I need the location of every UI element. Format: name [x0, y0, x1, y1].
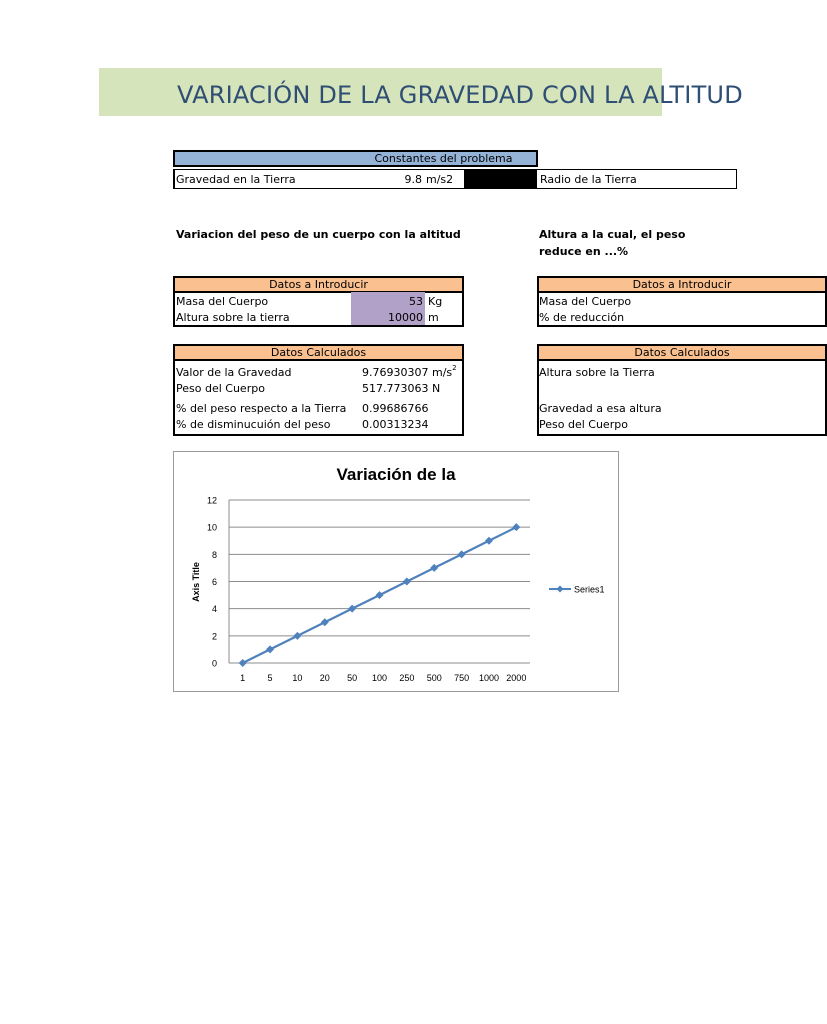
x-tick-label: 20 [319, 673, 330, 683]
x-tick-label: 2000 [506, 673, 527, 683]
constants-header-text: Constantes del problema [374, 152, 513, 165]
series-layer [239, 523, 521, 667]
y-tick-label: 12 [206, 495, 217, 506]
calc-value [362, 381, 440, 396]
y-tick-label: 0 [211, 658, 217, 669]
right-calc-label: Gravedad a esa altura [539, 402, 662, 415]
chart-title: Variación de la [336, 465, 456, 484]
gravity-label: Gravedad en la Tierra [176, 173, 296, 186]
x-tick-label: 5 [267, 673, 273, 683]
data-point [321, 618, 329, 626]
right-input-header [537, 276, 827, 293]
right-calc-header-text: Datos Calculados [634, 346, 730, 359]
black-cell [465, 169, 537, 189]
radius-label: Radio de la Tierra [540, 173, 637, 186]
data-point [430, 564, 438, 572]
right-calc-label: Peso del Cuerpo [539, 418, 628, 431]
weight-percent-result: 0.99686766 [362, 402, 429, 415]
right-calc-label: Altura sobre la Tierra [539, 366, 655, 379]
right-input-label: % de reducción [539, 311, 625, 324]
calc-label: Peso del Cuerpo [176, 382, 265, 395]
calc-label: Valor de la Gravedad [176, 366, 292, 379]
y-axis-title: Axis Title [191, 562, 201, 602]
right-calc-header [537, 344, 827, 361]
altitude-unit: m [428, 311, 439, 324]
constants-header-left [173, 150, 538, 167]
left-input-header [173, 276, 464, 293]
left-input-label: Masa del Cuerpo [176, 295, 269, 308]
legend [549, 585, 605, 595]
data-point [239, 659, 247, 667]
y-tick-label: 4 [211, 604, 217, 615]
x-tick-label: 1 [240, 673, 246, 683]
x-tick-label: 10 [292, 673, 303, 683]
x-tick-label: 50 [347, 673, 358, 683]
y-tick-label: 2 [211, 631, 217, 642]
data-point [512, 523, 520, 531]
y-tick-label: 6 [211, 577, 217, 587]
mass-input[interactable]: 53 [409, 295, 423, 308]
right-input-label: Masa del Cuerpo [539, 295, 632, 308]
weight-result: 517.773063 [362, 382, 429, 395]
right-input-header-text: Datos a Introducir [632, 278, 732, 291]
mass-unit: Kg [428, 295, 443, 308]
gravity-result: 9.76930307 [362, 366, 429, 379]
left-input-header-text: Datos a Introducir [269, 278, 368, 291]
chart-container[interactable] [173, 451, 619, 692]
left-calc-header [173, 344, 464, 361]
gravity-unit: m/s2 [426, 173, 454, 186]
left-input-label: Altura sobre la tierra [176, 311, 290, 324]
data-point [458, 550, 466, 558]
calc-label: % de disminucuión del peso [176, 418, 331, 431]
grid-layer [229, 500, 530, 663]
gravity-value[interactable]: 9.8 [404, 173, 422, 186]
altitude-input[interactable]: 10000 [388, 311, 423, 324]
right-section-heading-2: reduce en ...% [539, 245, 629, 258]
x-tick-label: 250 [399, 673, 415, 683]
calc-label: % del peso respecto a la Tierra [176, 402, 347, 415]
unit-superscript: 2 [452, 364, 457, 372]
page-title: VARIACIÓN DE LA GRAVEDAD CON LA ALTITUD [177, 81, 743, 109]
line-chart [174, 452, 618, 691]
weight-result-unit: N [431, 382, 441, 395]
axis-layer [207, 496, 526, 684]
x-tick-label: 100 [371, 673, 388, 683]
y-tick-label: 10 [206, 522, 217, 533]
data-point [266, 645, 274, 653]
decrease-percent-result: 0.00313234 [362, 418, 429, 431]
left-calc-header-text: Datos Calculados [270, 346, 367, 359]
data-point [485, 537, 493, 545]
legend-marker [557, 586, 564, 593]
y-tick-label: 8 [211, 549, 217, 560]
x-tick-label: 750 [454, 673, 470, 683]
data-point [348, 605, 356, 613]
data-point [403, 578, 411, 586]
calc-value [362, 365, 457, 380]
legend-label: Series1 [574, 584, 605, 595]
x-tick-label: 1000 [478, 673, 499, 683]
x-tick-label: 500 [426, 673, 442, 683]
left-section-heading: Variacion del peso de un cuerpo con la altitud [176, 228, 461, 241]
data-point [376, 591, 384, 599]
right-section-heading: Altura a la cual, el peso [539, 228, 686, 241]
gravity-result-unit: m/s [431, 366, 453, 379]
data-point [293, 632, 301, 640]
